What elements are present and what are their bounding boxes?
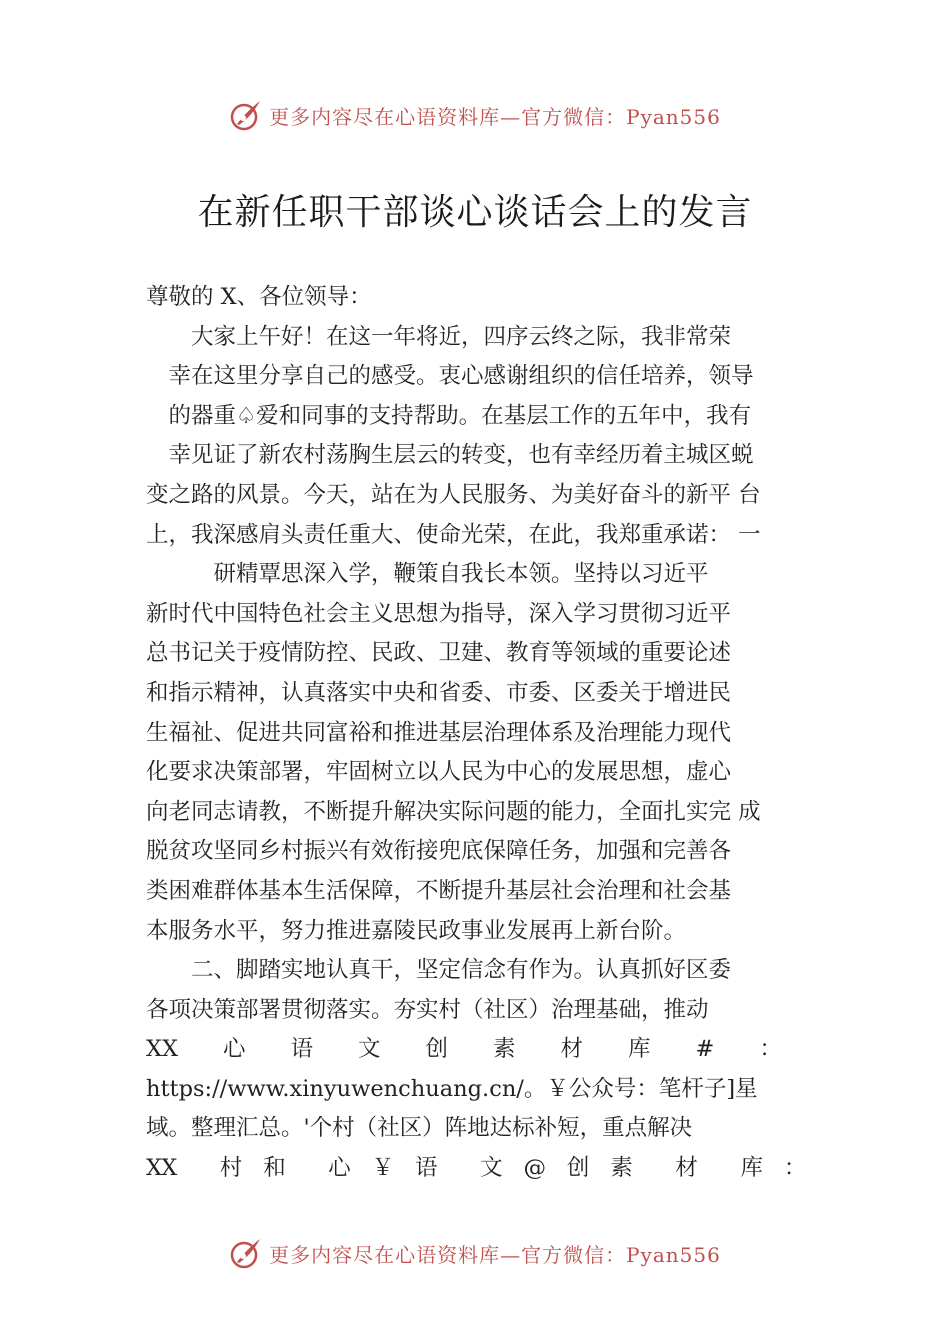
body-line: 各项决策部署贯彻落实。夯实村（社区）治理基础，推动 <box>146 996 709 1023</box>
url-line: https://www.xinyuwenchuang.cn/。￥公众号：笔杆子]星 <box>146 1075 758 1102</box>
body-line: 和指示精神，认真落实中央和省委、市委、区委关于增进民 <box>146 679 732 706</box>
body-line: 幸见证了新农村荡胸生层云的转变，也有幸经历着主城区蜕 <box>146 442 754 469</box>
watermark-line: XX 心 语 文 创 素 材 库 # ： <box>146 1036 782 1063</box>
body-line: 类困难群体基本生活保障，不断提升基层社会治理和社会基 <box>146 877 732 904</box>
footer-banner <box>0 1233 950 1273</box>
body-line: 本服务水平，努力推进嘉陵民政事业发展再上新台阶。 <box>146 917 687 944</box>
header-banner <box>0 95 950 135</box>
quill-logo-icon <box>229 98 263 132</box>
body-line: 域。整理汇总。'个村（社区）阵地达标补短，重点解决 <box>146 1115 693 1142</box>
document-title: 在新任职干部谈心谈话会上的发言 <box>197 192 753 233</box>
body-line: 总书记关于疫情防控、民政、卫建、教育等领域的重要论述 <box>146 640 732 667</box>
body-line: 生福祉、促进共同富裕和推进基层治理体系及治理能力现代 <box>146 719 732 746</box>
body-line: 大家上午好！在这一年将近，四序云终之际，我非常荣 <box>146 323 732 350</box>
body-line: 向老同志请教，不断提升解决实际问题的能力，全面扎实完 成 <box>146 798 761 825</box>
document-body <box>146 278 806 1189</box>
quill-logo-icon <box>229 1236 263 1270</box>
watermark-line: XX 村 和 心 ￥ 语 文 @ 创 素 材 库 ： <box>146 1155 806 1182</box>
banner-text: 更多内容尽在心语资料库—官方微信：Pyan556 <box>269 1242 721 1267</box>
body-line: 变之路的风景。今天，站在为人民服务、为美好奋斗的新平 台 <box>146 481 761 508</box>
body-line: 新时代中国特色社会主义思想为指导，深入学习贯彻习近平 <box>146 600 732 627</box>
salutation-line: 尊敬的 X、各位领导： <box>146 284 372 310</box>
body-line: 研精覃思深入学，鞭策自我长本领。坚持以习近平 <box>146 561 709 588</box>
body-line: 上，我深感肩头责任重大、使命光荣，在此，我郑重承诺： 一 <box>146 521 761 548</box>
body-line: 幸在这里分享自己的感受。衷心感谢组织的信任培养，领导 <box>146 363 754 390</box>
body-line: 脱贫攻坚同乡村振兴有效衔接兜底保障任务，加强和完善各 <box>146 838 732 865</box>
banner-text: 更多内容尽在心语资料库—官方微信：Pyan556 <box>269 104 721 129</box>
body-line: 二、脚踏实地认真干，坚定信念有作为。认真抓好区委 <box>146 957 732 984</box>
body-line: 的器重♤爱和同事的支持帮助。在基层工作的五年中，我有 <box>146 402 752 429</box>
body-line: 化要求决策部署，牢固树立以人民为中心的发展思想，虚心 <box>146 759 732 786</box>
